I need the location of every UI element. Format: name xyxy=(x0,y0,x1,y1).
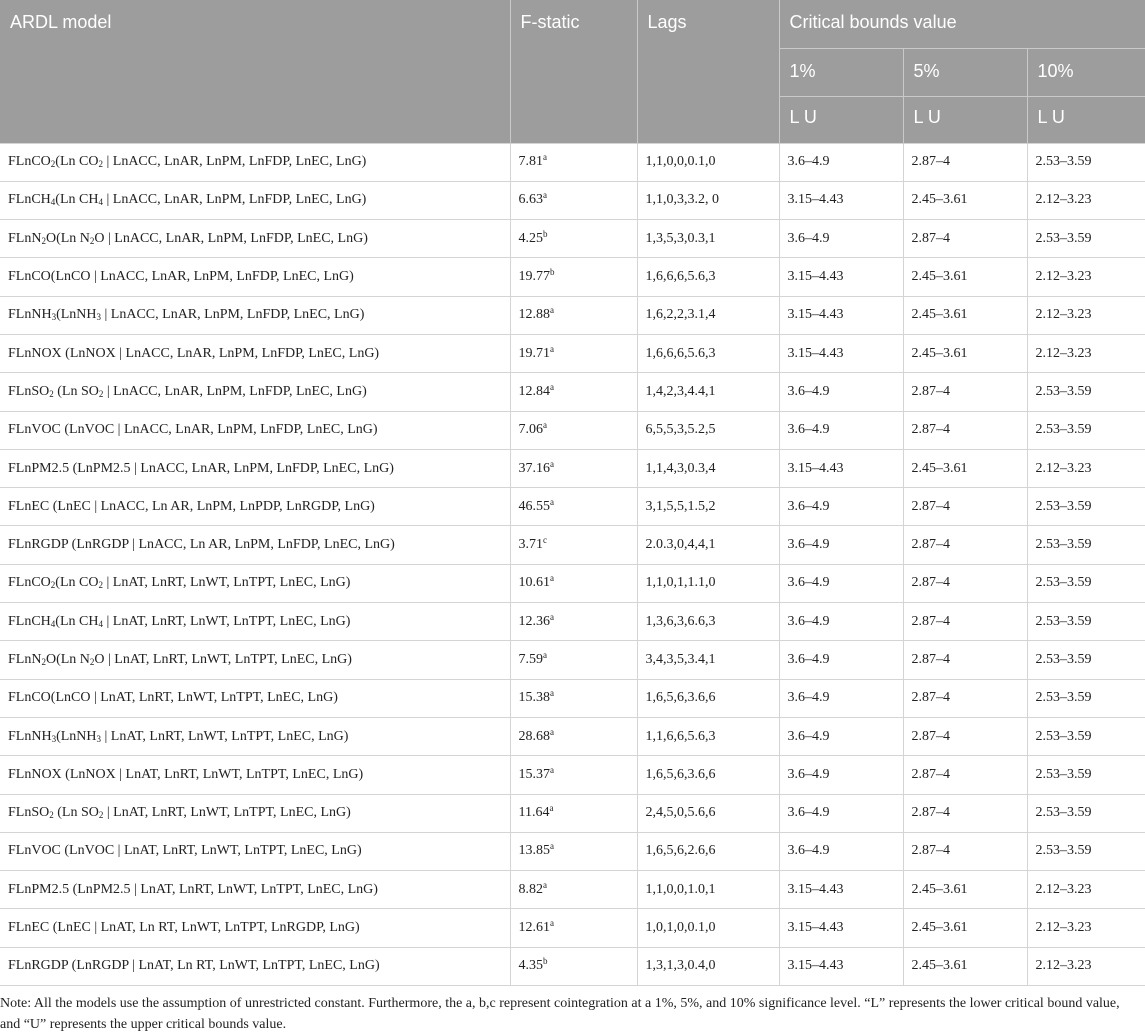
cell-model xyxy=(0,488,510,526)
model-part-pre: FLnEC (LnEC | LnACC, Ln AR, LnPM, LnPDP, LnRGDP, LnG) xyxy=(8,498,375,514)
model-part-post: O | LnAT, LnRT, LnWT, LnTPT, LnEC, LnG) xyxy=(94,652,352,667)
cell-bound-10: 2.53–3.59 xyxy=(1027,756,1145,794)
fstat-value: 15.37 xyxy=(518,766,550,782)
cell-bound-1: 3.6–4.9 xyxy=(779,679,903,717)
model-part-post: | LnAT, LnRT, LnWT, LnTPT, LnEC, LnG) xyxy=(103,805,351,821)
fstat-value: 3.71 xyxy=(518,537,543,553)
cell-bound-10: 2.53–3.59 xyxy=(1027,679,1145,717)
cell-bound-5: 2.45–3.61 xyxy=(903,449,1027,487)
cell-fstat xyxy=(510,220,637,258)
cell-lags: 1,1,0,3,3.2, 0 xyxy=(637,181,779,219)
cell-model xyxy=(0,449,510,487)
cell-bound-5: 2.45–3.61 xyxy=(903,258,1027,296)
cell-bound-10: 2.53–3.59 xyxy=(1027,488,1145,526)
cell-fstat xyxy=(510,373,637,411)
cell-model xyxy=(0,603,510,641)
cell-model xyxy=(0,411,510,449)
model-part-sub1: 4 xyxy=(50,197,56,208)
model-part-sub1: 2 xyxy=(50,580,56,591)
significance-mark: a xyxy=(550,573,554,584)
significance-mark: a xyxy=(550,726,554,737)
model-part-mid: O(Ln N xyxy=(45,230,90,246)
cell-bound-10: 2.12–3.23 xyxy=(1027,296,1145,334)
model-part-pre: FLnPM2.5 (LnPM2.5 | LnAT, LnRT, LnWT, LnTPT, LnEC, LnG) xyxy=(8,881,378,897)
model-part-sub2: 3 xyxy=(96,312,101,323)
cell-lags: 1,6,6,6,5.6,3 xyxy=(637,258,779,296)
model-part-sub2: 2 xyxy=(98,388,104,399)
fstat-value: 11.64 xyxy=(518,805,550,821)
cell-lags: 1,4,2,3,4.4,1 xyxy=(637,373,779,411)
cell-model xyxy=(0,832,510,870)
cell-fstat xyxy=(510,143,637,181)
table-row xyxy=(0,143,1145,181)
fstat-value: 6.63 xyxy=(518,192,543,208)
model-part-post: | LnACC, LnAR, LnPM, LnFDP, LnEC, LnG) xyxy=(102,154,367,170)
model-part-pre: FLnNH xyxy=(8,728,52,744)
model-part-pre: FLnVOC (LnVOC | LnAT, LnRT, LnWT, LnTPT, LnEC, LnG) xyxy=(8,843,362,859)
cell-bound-10: 2.53–3.59 xyxy=(1027,526,1145,564)
table-row xyxy=(0,909,1145,947)
cell-lags: 1,6,2,2,3.1,4 xyxy=(637,296,779,334)
model-part-pre: FLnRGDP (LnRGDP | LnAT, Ln RT, LnWT, LnTPT, LnEC, LnG) xyxy=(8,958,380,974)
cell-fstat xyxy=(510,181,637,219)
cell-bound-5: 2.87–4 xyxy=(903,756,1027,794)
model-part-pre: FLnCO(LnCO | LnAT, LnRT, LnWT, LnTPT, LnEC, LnG) xyxy=(8,690,338,706)
model-part-post: | LnACC, LnAR, LnPM, LnFDP, LnEC, LnG) xyxy=(102,192,367,208)
cell-lags: 1,1,6,6,5.6,3 xyxy=(637,717,779,755)
cell-model xyxy=(0,334,510,372)
model-part-sub2: 2 xyxy=(89,235,95,246)
cell-fstat xyxy=(510,909,637,947)
cell-fstat xyxy=(510,603,637,641)
significance-mark: a xyxy=(543,879,547,890)
model-part-pre: FLnSO xyxy=(8,805,50,821)
cell-bound-1: 3.6–4.9 xyxy=(779,717,903,755)
table-header xyxy=(0,0,1145,143)
table-row xyxy=(0,181,1145,219)
cell-bound-10: 2.12–3.23 xyxy=(1027,871,1145,909)
table-row xyxy=(0,373,1145,411)
fstat-value: 12.88 xyxy=(518,307,550,323)
cell-fstat xyxy=(510,794,637,832)
cell-bound-5: 2.87–4 xyxy=(903,488,1027,526)
cell-bound-1: 3.6–4.9 xyxy=(779,832,903,870)
cell-bound-5: 2.87–4 xyxy=(903,641,1027,679)
cell-bound-10: 2.53–3.59 xyxy=(1027,832,1145,870)
table-row xyxy=(0,679,1145,717)
header-fstat: F-static xyxy=(510,0,637,143)
model-part-pre: FLnVOC (LnVOC | LnACC, LnAR, LnPM, LnFDP, LnEC, LnG) xyxy=(8,422,378,438)
cell-fstat xyxy=(510,679,637,717)
cell-bound-10: 2.12–3.23 xyxy=(1027,181,1145,219)
model-part-pre: FLnNOX (LnNOX | LnAT, LnRT, LnWT, LnTPT, LnEC, LnG) xyxy=(8,766,364,782)
cell-lags: 1,6,5,6,3.6,6 xyxy=(637,679,779,717)
cell-fstat xyxy=(510,411,637,449)
cell-bound-5: 2.87–4 xyxy=(903,143,1027,181)
model-part-sub2: 2 xyxy=(98,580,103,591)
cell-bound-1: 3.15–4.43 xyxy=(779,909,903,947)
cell-lags: 1,3,6,3,6.6,3 xyxy=(637,603,779,641)
fstat-value: 15.38 xyxy=(518,690,550,706)
cell-lags: 3,1,5,5,1.5,2 xyxy=(637,488,779,526)
fstat-value: 46.55 xyxy=(518,498,550,514)
model-part-pre: FLnN xyxy=(8,652,42,667)
model-part-post: O | LnACC, LnAR, LnPM, LnFDP, LnEC, LnG) xyxy=(94,230,368,246)
fstat-value: 13.85 xyxy=(518,843,550,859)
cell-bound-10: 2.12–3.23 xyxy=(1027,449,1145,487)
cell-bound-10: 2.53–3.59 xyxy=(1027,603,1145,641)
cell-bound-5: 2.87–4 xyxy=(903,373,1027,411)
fstat-value: 37.16 xyxy=(518,460,550,476)
significance-mark: a xyxy=(550,381,554,392)
header-level-5: 5% xyxy=(903,48,1027,96)
fstat-value: 4.35 xyxy=(518,958,543,974)
cell-model xyxy=(0,756,510,794)
significance-mark: c xyxy=(543,535,547,546)
cell-bound-10: 2.53–3.59 xyxy=(1027,143,1145,181)
header-lu-10: L U xyxy=(1027,96,1145,143)
cell-bound-5: 2.87–4 xyxy=(903,220,1027,258)
model-part-sub2: 2 xyxy=(89,657,95,667)
significance-mark: a xyxy=(550,458,554,469)
fstat-value: 10.61 xyxy=(518,575,550,591)
fstat-value: 19.77 xyxy=(518,269,550,285)
model-part-mid: O(Ln N xyxy=(45,652,90,667)
cell-bound-5: 2.87–4 xyxy=(903,794,1027,832)
model-part-sub1: 2 xyxy=(50,159,56,170)
model-part-post: | LnAT, LnRT, LnWT, LnTPT, LnEC, LnG) xyxy=(102,613,351,629)
model-part-pre: FLnRGDP (LnRGDP | LnACC, Ln AR, LnPM, LnFDP, LnEC, LnG) xyxy=(8,537,395,553)
fstat-value: 12.61 xyxy=(518,920,550,936)
cell-bound-10: 2.12–3.23 xyxy=(1027,909,1145,947)
cell-bound-5: 2.87–4 xyxy=(903,411,1027,449)
cell-bound-1: 3.15–4.43 xyxy=(779,449,903,487)
model-part-sub2: 4 xyxy=(98,197,103,208)
significance-mark: a xyxy=(550,688,554,699)
cell-model xyxy=(0,947,510,985)
header-model: ARDL model xyxy=(0,0,510,143)
model-part-pre: FLnCO xyxy=(8,154,51,170)
cell-bound-5: 2.45–3.61 xyxy=(903,334,1027,372)
cell-fstat xyxy=(510,488,637,526)
cell-lags: 2.0.3,0,4,4,1 xyxy=(637,526,779,564)
cell-bound-5: 2.45–3.61 xyxy=(903,909,1027,947)
cell-fstat xyxy=(510,296,637,334)
cell-bound-5: 2.45–3.61 xyxy=(903,871,1027,909)
table-row xyxy=(0,947,1145,985)
model-part-post: | LnACC, LnAR, LnPM, LnFDP, LnEC, LnG) xyxy=(101,307,365,323)
cell-bound-1: 3.15–4.43 xyxy=(779,296,903,334)
model-part-pre: FLnNH xyxy=(8,307,52,323)
significance-mark: a xyxy=(550,496,554,507)
cell-bound-1: 3.6–4.9 xyxy=(779,526,903,564)
model-part-mid: (Ln CH xyxy=(55,613,99,629)
model-part-sub2: 3 xyxy=(96,733,101,744)
cell-bound-5: 2.87–4 xyxy=(903,832,1027,870)
table-row xyxy=(0,871,1145,909)
cell-bound-5: 2.45–3.61 xyxy=(903,296,1027,334)
cell-lags: 1,1,4,3,0.3,4 xyxy=(637,449,779,487)
cell-bound-1: 3.6–4.9 xyxy=(779,411,903,449)
cell-lags: 1,3,5,3,0.3,1 xyxy=(637,220,779,258)
cell-model xyxy=(0,258,510,296)
cell-fstat xyxy=(510,947,637,985)
cell-bound-10: 2.53–3.59 xyxy=(1027,794,1145,832)
significance-mark: a xyxy=(550,918,554,929)
cell-lags: 1,1,0,0,0.1,0 xyxy=(637,143,779,181)
cell-bound-1: 3.6–4.9 xyxy=(779,603,903,641)
cell-fstat xyxy=(510,526,637,564)
model-part-pre: FLnNOX (LnNOX | LnACC, LnAR, LnPM, LnFDP, LnEC, LnG) xyxy=(8,345,380,361)
table-row xyxy=(0,564,1145,602)
model-part-post: | LnAT, LnRT, LnWT, LnTPT, LnEC, LnG) xyxy=(101,728,349,744)
model-part-pre: FLnSO xyxy=(8,383,50,399)
model-part-pre: FLnCH xyxy=(8,613,51,629)
significance-mark: b xyxy=(543,956,548,967)
cell-lags: 1,6,6,6,5.6,3 xyxy=(637,334,779,372)
cell-bound-10: 2.12–3.23 xyxy=(1027,947,1145,985)
cell-bound-10: 2.53–3.59 xyxy=(1027,411,1145,449)
significance-mark: a xyxy=(550,764,554,775)
cell-model xyxy=(0,679,510,717)
cell-bound-5: 2.45–3.61 xyxy=(903,181,1027,219)
model-part-mid: (Ln SO xyxy=(53,805,99,821)
table-body xyxy=(0,143,1145,986)
cell-model xyxy=(0,794,510,832)
model-part-mid: (LnNH xyxy=(56,307,97,323)
cell-bound-1: 3.15–4.43 xyxy=(779,258,903,296)
header-lags: Lags xyxy=(637,0,779,143)
significance-mark: a xyxy=(550,611,554,622)
significance-mark: a xyxy=(543,420,547,431)
header-lu-1: L U xyxy=(779,96,903,143)
header-critical: Critical bounds value xyxy=(779,0,1145,48)
cell-bound-1: 3.15–4.43 xyxy=(779,947,903,985)
cell-bound-1: 3.15–4.43 xyxy=(779,181,903,219)
table-row xyxy=(0,296,1145,334)
cell-model xyxy=(0,717,510,755)
model-part-post: | LnAT, LnRT, LnWT, LnTPT, LnEC, LnG) xyxy=(102,575,351,591)
cell-bound-1: 3.6–4.9 xyxy=(779,641,903,679)
model-part-pre: FLnCH xyxy=(8,192,51,208)
significance-mark: a xyxy=(549,803,554,814)
model-part-pre: FLnN xyxy=(8,230,42,246)
cell-bound-10: 2.12–3.23 xyxy=(1027,334,1145,372)
table-row xyxy=(0,334,1145,372)
cell-bound-1: 3.15–4.43 xyxy=(779,334,903,372)
cell-bound-5: 2.45–3.61 xyxy=(903,947,1027,985)
model-part-sub1: 3 xyxy=(51,733,57,744)
cell-model xyxy=(0,526,510,564)
model-part-mid: (Ln CO xyxy=(55,154,99,170)
fstat-value: 7.59 xyxy=(518,652,543,667)
fstat-value: 12.84 xyxy=(518,383,550,399)
significance-mark: a xyxy=(543,650,547,660)
table-row xyxy=(0,526,1145,564)
significance-mark: b xyxy=(550,267,555,278)
cell-bound-10: 2.53–3.59 xyxy=(1027,564,1145,602)
header-lu-5: L U xyxy=(903,96,1027,143)
significance-mark: a xyxy=(550,305,554,316)
model-part-sub2: 4 xyxy=(98,618,103,629)
model-part-mid: (LnNH xyxy=(56,728,97,744)
fstat-value: 8.82 xyxy=(518,881,543,897)
model-part-sub2: 2 xyxy=(98,159,103,170)
table-row xyxy=(0,220,1145,258)
table-note: Note: All the models use the assumption of unrestricted constant. Furthermore, the a, b,c represent cointegration at a 1%, 5%, and 10% significance level. “L” represents the lower critical bound value, and “U” represents the upper critical bounds value. xyxy=(0,996,1120,1033)
model-part-post: | LnACC, LnAR, LnPM, LnFDP, LnEC, LnG) xyxy=(103,383,367,399)
cell-fstat xyxy=(510,564,637,602)
model-part-sub1: 2 xyxy=(41,657,46,667)
model-part-pre: FLnPM2.5 (LnPM2.5 | LnACC, LnAR, LnPM, LnFDP, LnEC, LnG) xyxy=(8,460,394,476)
model-part-sub2: 2 xyxy=(98,810,104,821)
model-part-sub1: 2 xyxy=(49,388,54,399)
cell-lags: 3,4,3,5,3.4,1 xyxy=(637,641,779,679)
model-part-pre: FLnEC (LnEC | LnAT, Ln RT, LnWT, LnTPT, LnRGDP, LnG) xyxy=(8,920,360,936)
significance-mark: a xyxy=(550,841,554,852)
cell-bound-1: 3.15–4.43 xyxy=(779,871,903,909)
cell-bound-5: 2.87–4 xyxy=(903,717,1027,755)
cell-bound-10: 2.53–3.59 xyxy=(1027,373,1145,411)
cell-model xyxy=(0,871,510,909)
fstat-value: 7.06 xyxy=(518,422,543,438)
model-part-sub1: 4 xyxy=(50,618,56,629)
table-row xyxy=(0,717,1145,755)
cell-model xyxy=(0,143,510,181)
cell-lags: 6,5,5,3,5.2,5 xyxy=(637,411,779,449)
cell-fstat xyxy=(510,871,637,909)
cell-model xyxy=(0,220,510,258)
significance-mark: a xyxy=(543,152,547,163)
model-part-sub1: 2 xyxy=(49,810,54,821)
cell-bound-1: 3.6–4.9 xyxy=(779,373,903,411)
table-row xyxy=(0,488,1145,526)
cell-fstat xyxy=(510,641,637,679)
cell-lags: 1,1,0,0,1.0,1 xyxy=(637,871,779,909)
cell-lags: 2,4,5,0,5.6,6 xyxy=(637,794,779,832)
header-level-10: 10% xyxy=(1027,48,1145,96)
cell-model xyxy=(0,181,510,219)
cell-bound-10: 2.12–3.23 xyxy=(1027,258,1145,296)
significance-mark: a xyxy=(550,343,554,354)
cell-model xyxy=(0,909,510,947)
fstat-value: 19.71 xyxy=(518,345,550,361)
cell-bound-5: 2.87–4 xyxy=(903,564,1027,602)
cell-model xyxy=(0,641,510,679)
model-part-mid: (Ln CO xyxy=(55,575,99,591)
cell-bound-10: 2.53–3.59 xyxy=(1027,717,1145,755)
model-part-mid: (Ln SO xyxy=(53,383,99,399)
cell-bound-1: 3.6–4.9 xyxy=(779,756,903,794)
fstat-value: 28.68 xyxy=(518,728,550,744)
cell-bound-1: 3.6–4.9 xyxy=(779,794,903,832)
cell-bound-5: 2.87–4 xyxy=(903,526,1027,564)
model-part-mid: (Ln CH xyxy=(55,192,99,208)
cell-bound-5: 2.87–4 xyxy=(903,679,1027,717)
cell-fstat xyxy=(510,832,637,870)
cell-bound-1: 3.6–4.9 xyxy=(779,143,903,181)
cell-lags: 1,3,1,3,0.4,0 xyxy=(637,947,779,985)
cell-lags: 1,6,5,6,3.6,6 xyxy=(637,756,779,794)
cell-fstat xyxy=(510,717,637,755)
cell-bound-10: 2.53–3.59 xyxy=(1027,641,1145,679)
cell-bound-1: 3.6–4.9 xyxy=(779,564,903,602)
cell-fstat xyxy=(510,449,637,487)
header-level-1: 1% xyxy=(779,48,903,96)
table-row xyxy=(0,832,1145,870)
model-part-pre: FLnCO(LnCO | LnACC, LnAR, LnPM, LnFDP, LnEC, LnG) xyxy=(8,269,354,285)
cell-model xyxy=(0,373,510,411)
cell-fstat xyxy=(510,756,637,794)
cell-lags: 1,0,1,0,0.1,0 xyxy=(637,909,779,947)
table-row xyxy=(0,603,1145,641)
model-part-sub1: 3 xyxy=(51,312,57,323)
cell-model xyxy=(0,296,510,334)
model-part-pre: FLnCO xyxy=(8,575,51,591)
fstat-value: 12.36 xyxy=(518,613,550,629)
cell-lags: 1,1,0,1,1.1,0 xyxy=(637,564,779,602)
significance-mark: b xyxy=(543,228,548,239)
cell-bound-5: 2.87–4 xyxy=(903,603,1027,641)
cell-fstat xyxy=(510,258,637,296)
cell-bound-10: 2.53–3.59 xyxy=(1027,220,1145,258)
cell-lags: 1,6,5,6,2.6,6 xyxy=(637,832,779,870)
cell-bound-1: 3.6–4.9 xyxy=(779,488,903,526)
model-part-sub1: 2 xyxy=(41,235,46,246)
table-row xyxy=(0,258,1145,296)
fstat-value: 7.81 xyxy=(518,154,543,170)
cell-fstat xyxy=(510,334,637,372)
cell-bound-1: 3.6–4.9 xyxy=(779,220,903,258)
table-row xyxy=(0,641,1145,679)
fstat-value: 4.25 xyxy=(518,230,543,246)
cell-model xyxy=(0,564,510,602)
significance-mark: a xyxy=(543,190,547,201)
table-row xyxy=(0,411,1145,449)
table-row xyxy=(0,756,1145,794)
table-row xyxy=(0,794,1145,832)
table-row xyxy=(0,449,1145,487)
